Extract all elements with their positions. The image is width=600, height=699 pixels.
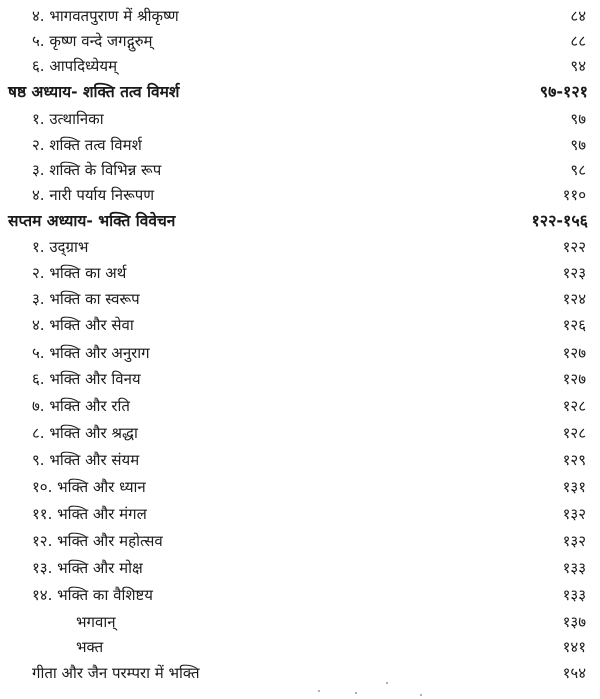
chapter-title: षष्ठ अध्याय- शक्ति तत्व विमर्श [8, 83, 180, 101]
toc-entry-label: २. भक्ति का अर्थ [32, 264, 127, 282]
toc-entry-label: ६. भक्ति और विनय [32, 370, 141, 388]
toc-entry-label: २. शक्ति तत्व विमर्श [32, 136, 142, 154]
toc-entry-page: १२२ [562, 238, 586, 256]
toc-entry [0, 28, 600, 54]
toc-entry-label: ३. शक्ति के विभिन्न रूप [32, 161, 162, 179]
scan-speck [318, 690, 320, 692]
toc-entry-label: ४. भागवतपुराण में श्रीकृष्ण [32, 7, 179, 25]
toc-entry-page: १२४ [562, 290, 586, 308]
toc-entry-label: ९. भक्ति और संयम [32, 451, 140, 469]
toc-entry-page: १३२ [562, 532, 586, 550]
toc-entry-page: ९८ [570, 161, 586, 179]
toc-entry-page: ९४ [570, 57, 586, 75]
toc-entry [0, 132, 600, 158]
toc-entry [0, 312, 600, 338]
toc-entry [0, 340, 600, 366]
toc-entry-label: १४. भक्ति का वैशिष्टय [32, 586, 153, 604]
toc-entry-label: ६. आपदिध्येयम् [32, 57, 118, 75]
toc-entry [0, 420, 600, 446]
toc-entry-label: १. उत्थानिका [32, 110, 104, 128]
toc-entry-label: ४. भक्ति और सेवा [32, 316, 134, 334]
toc-entry [0, 286, 600, 312]
chapter-page-range: ९७-१२१ [539, 82, 588, 101]
toc-entry-page: १२९ [562, 451, 586, 469]
toc-entry-label: ५. भक्ति और अनुराग [32, 344, 150, 362]
toc-entry-page: १२८ [562, 397, 586, 415]
toc-entry-page: १२७ [562, 344, 586, 362]
chapter-heading [0, 79, 600, 105]
toc-entry [0, 582, 600, 608]
toc-entry-label: १०. भक्ति और ध्यान [32, 478, 146, 496]
toc-entry-label: ११. भक्ति और मंगल [32, 505, 147, 523]
toc-entry-label: ४. नारी पर्याय निरूपण [32, 186, 155, 204]
toc-entry [0, 182, 600, 208]
toc-entry-page: १२७ [562, 370, 586, 388]
toc-entry-page: १३१ [562, 478, 586, 496]
toc-entry-page: १२३ [562, 264, 586, 282]
toc-entry-page: १३३ [562, 586, 586, 604]
toc-entry-page: १२८ [562, 424, 586, 442]
toc-entry-label: १२. भक्ति और महोत्सव [32, 532, 163, 550]
toc-entry [0, 634, 600, 660]
toc-entry [0, 53, 600, 79]
toc-entry-page: १४१ [562, 638, 586, 656]
toc-entry-page: ९७ [570, 136, 586, 154]
toc-entry-page: ८८ [570, 32, 586, 50]
toc-entry-page: १५४ [562, 664, 586, 682]
toc-entry-label: ८. भक्ति और श्रद्धा [32, 424, 138, 442]
toc-entry-page: ११० [562, 186, 586, 204]
toc-entry [0, 260, 600, 286]
toc-entry-page: १२६ [562, 316, 586, 334]
toc-entry [0, 660, 600, 686]
toc-entry [0, 501, 600, 527]
scan-speck [386, 682, 388, 684]
toc-entry [0, 609, 600, 635]
toc-entry-label: ७. भक्ति और रति [32, 397, 130, 415]
toc-entry-label: १. उद्ग्राभ [32, 238, 89, 256]
chapter-page-range: १२२-१५६ [531, 211, 588, 230]
toc-entry [0, 474, 600, 500]
chapter-heading [0, 208, 600, 234]
toc-entry [0, 106, 600, 132]
toc-entry-label: १३. भक्ति और मोक्ष [32, 559, 143, 577]
scan-speck [355, 692, 357, 694]
chapter-title: सप्तम अध्याय- भक्ति विवेचन [8, 212, 176, 230]
toc-entry-label: भगवान् [76, 613, 116, 631]
toc-entry-label: ३. भक्ति का स्वरूप [32, 290, 140, 308]
toc-entry [0, 157, 600, 183]
toc-entry-label: गीता और जैन परम्परा में भक्ति [32, 664, 200, 682]
toc-entry-page: १३३ [562, 559, 586, 577]
toc-entry [0, 366, 600, 392]
scan-speck [420, 694, 422, 696]
toc-entry [0, 447, 600, 473]
toc-entry-page: ८४ [570, 7, 586, 25]
toc-entry [0, 555, 600, 581]
toc-entry [0, 393, 600, 419]
toc-entry-page: १३२ [562, 505, 586, 523]
toc-entry-page: १३७ [562, 613, 586, 631]
toc-entry-page: ९७ [570, 110, 586, 128]
toc-entry [0, 3, 600, 29]
toc-entry [0, 234, 600, 260]
toc-entry [0, 528, 600, 554]
toc-entry-label: ५. कृष्ण वन्दे जगद्गुरुम् [32, 32, 153, 50]
toc-entry-label: भक्त [76, 638, 104, 656]
